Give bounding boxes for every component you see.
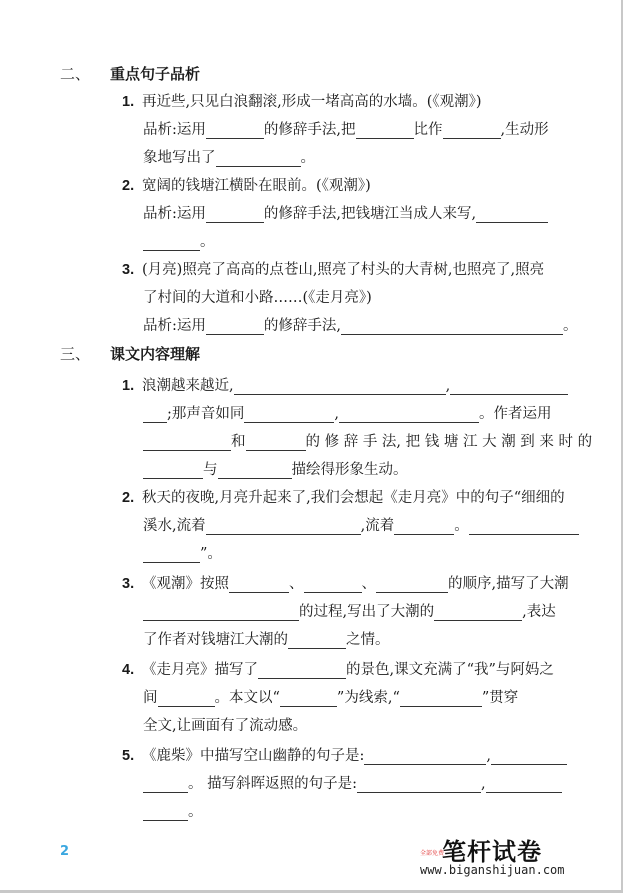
question-text: 。: [188, 804, 203, 820]
question-text: 、: [289, 576, 304, 592]
answer-line: [143, 204, 548, 224]
question-text: 的修辞手法,: [263, 318, 341, 334]
question-number: 5.: [122, 748, 135, 764]
fill-in-blank[interactable]: [288, 632, 346, 649]
question-line: [122, 660, 554, 680]
question-text: 、: [361, 576, 376, 592]
fill-in-blank[interactable]: [143, 234, 200, 251]
question-text: 。: [200, 234, 215, 250]
fill-in-blank[interactable]: [206, 122, 264, 139]
watermark-tag: 全部免费: [420, 850, 445, 857]
question-text: ,表达: [522, 604, 556, 620]
answer-line: [143, 460, 408, 480]
question-number: 3.: [122, 576, 135, 592]
question-text: 的 修 辞 手 法, 把 钱 塘 江 大 潮 到 来 时 的: [305, 434, 593, 450]
fill-in-blank[interactable]: [244, 406, 334, 423]
answer-line: [143, 288, 372, 308]
fill-in-blank[interactable]: [357, 776, 481, 793]
question-text: 和: [231, 434, 246, 450]
watermark-url: www.biganshijuan.com: [420, 863, 565, 877]
question-text: 。作者运用: [479, 406, 552, 422]
question-text: 的修辞手法,把钱塘江当成人来写,: [263, 206, 477, 222]
question-text: 浪潮越来越近,: [142, 378, 234, 394]
fill-in-blank[interactable]: [280, 690, 337, 707]
fill-in-blank[interactable]: [206, 518, 361, 535]
page-number: 2: [60, 844, 70, 859]
question-text: (月亮)照亮了高高的点苍山,照亮了村头的大青树,也照亮了,照亮: [142, 262, 545, 278]
question-text: 品析:运用: [143, 122, 206, 138]
question-number: 1.: [122, 378, 135, 394]
question-text: 了村间的大道和小路……(《走月亮》): [143, 290, 372, 306]
fill-in-blank[interactable]: [206, 318, 264, 335]
question-number: 2.: [122, 178, 135, 194]
fill-in-blank[interactable]: [143, 804, 188, 821]
fill-in-blank[interactable]: [206, 206, 264, 223]
question-text: ,流着: [360, 518, 395, 534]
answer-line: [143, 120, 549, 140]
fill-in-blank[interactable]: [304, 576, 362, 593]
question-text: 了作者对钱塘江大潮的: [143, 632, 288, 648]
question-line: [122, 376, 568, 396]
question-text: 的景色,课文充满了“我”与阿妈之: [346, 662, 554, 678]
question-text: 。: [300, 150, 315, 166]
question-text: ”贯穿: [481, 690, 519, 706]
fill-in-blank[interactable]: [434, 604, 522, 621]
question-text: 品析:运用: [143, 206, 206, 222]
fill-in-blank[interactable]: [356, 122, 414, 139]
section-number: 三、: [60, 345, 91, 363]
question-text: 《鹿柴》中描写空山幽静的句子是:: [142, 748, 365, 764]
fill-in-blank[interactable]: [491, 748, 567, 765]
question-line: [122, 488, 565, 508]
question-line: [122, 176, 371, 196]
fill-in-blank[interactable]: [364, 748, 486, 765]
answer-line: [143, 688, 518, 708]
section-title: 课文内容理解: [110, 345, 201, 363]
question-text: ,: [445, 378, 451, 394]
question-number: 3.: [122, 262, 135, 278]
question-text: 。: [563, 318, 578, 334]
fill-in-blank[interactable]: [143, 546, 200, 563]
question-text: 的过程,写出了大潮的: [299, 604, 435, 620]
section-title: 重点句子品析: [110, 65, 201, 83]
question-text: 比作: [413, 122, 443, 138]
watermark-title: 笔杆试卷: [442, 838, 542, 866]
answer-line: [143, 432, 592, 452]
answer-line: [143, 232, 215, 252]
fill-in-blank[interactable]: [339, 406, 479, 423]
fill-in-blank[interactable]: [158, 690, 215, 707]
fill-in-blank[interactable]: [234, 378, 446, 395]
question-text: ,: [334, 406, 339, 422]
fill-in-blank[interactable]: [376, 576, 448, 593]
answer-line: [143, 774, 562, 794]
answer-line: [143, 404, 552, 424]
question-text: ,生动形: [500, 122, 549, 138]
question-text: 象地写出了: [143, 150, 216, 166]
question-text: 宽阔的钱塘江横卧在眼前。(《观潮》): [142, 178, 371, 194]
question-text: ,: [481, 776, 486, 792]
answer-line: [143, 516, 579, 536]
question-text: 品析:运用: [143, 318, 206, 334]
fill-in-blank[interactable]: [476, 206, 548, 223]
question-text: 。: [454, 518, 469, 534]
question-text: 秋天的夜晚,月亮升起来了,我们会想起《走月亮》中的句子“细细的: [142, 490, 565, 506]
answer-line: [143, 148, 315, 168]
question-text: 的修辞手法,把: [263, 122, 356, 138]
question-text: ”为线索,“: [336, 690, 400, 706]
fill-in-blank[interactable]: [143, 462, 203, 479]
question-text: 的顺序,描写了大潮: [448, 576, 569, 592]
question-number: 4.: [122, 662, 135, 678]
question-text: 。 描写斜晖返照的句子是:: [188, 776, 357, 792]
fill-in-blank[interactable]: [258, 662, 346, 679]
fill-in-blank[interactable]: [143, 406, 167, 423]
fill-in-blank[interactable]: [143, 434, 231, 451]
fill-in-blank[interactable]: [450, 378, 568, 395]
fill-in-blank[interactable]: [341, 318, 563, 335]
question-text: ;那声音如同: [167, 406, 245, 422]
fill-in-blank[interactable]: [143, 604, 299, 621]
question-text: 再近些,只见白浪翻滚,形成一堵高高的水墙。(《观潮》): [142, 94, 482, 110]
question-line: [122, 574, 569, 594]
question-number: 1.: [122, 94, 135, 110]
question-text: 《观潮》按照: [142, 576, 229, 592]
question-text: 。本文以“: [214, 690, 280, 706]
section-number: 二、: [60, 65, 91, 83]
answer-line: [143, 716, 307, 736]
answer-line: [143, 602, 556, 622]
question-text: 间: [143, 690, 158, 706]
question-text: ”。: [200, 546, 222, 562]
question-text: 全文,让画面有了流动感。: [143, 718, 308, 734]
answer-line: [143, 544, 222, 564]
section-heading: [60, 344, 200, 364]
question-text: ,: [486, 748, 491, 764]
question-line: [122, 746, 567, 766]
fill-in-blank[interactable]: [394, 518, 454, 535]
fill-in-blank[interactable]: [246, 434, 306, 451]
question-text: 与: [203, 462, 218, 478]
question-line: [122, 260, 544, 280]
watermark-logo: [420, 832, 580, 882]
question-number: 2.: [122, 490, 135, 506]
question-text: 《走月亮》描写了: [142, 662, 258, 678]
fill-in-blank[interactable]: [486, 776, 562, 793]
fill-in-blank[interactable]: [216, 150, 301, 167]
fill-in-blank[interactable]: [229, 576, 289, 593]
question-text: 之情。: [346, 632, 390, 648]
answer-line: [143, 802, 203, 822]
answer-line: [143, 630, 390, 650]
section-heading: [60, 64, 200, 84]
question-text: 描绘得形象生动。: [291, 462, 408, 478]
fill-in-blank[interactable]: [218, 462, 292, 479]
fill-in-blank[interactable]: [143, 776, 188, 793]
fill-in-blank[interactable]: [469, 518, 579, 535]
answer-line: [143, 316, 578, 336]
fill-in-blank[interactable]: [443, 122, 501, 139]
question-line: [122, 92, 482, 112]
question-text: 溪水,流着: [143, 518, 206, 534]
fill-in-blank[interactable]: [400, 690, 482, 707]
